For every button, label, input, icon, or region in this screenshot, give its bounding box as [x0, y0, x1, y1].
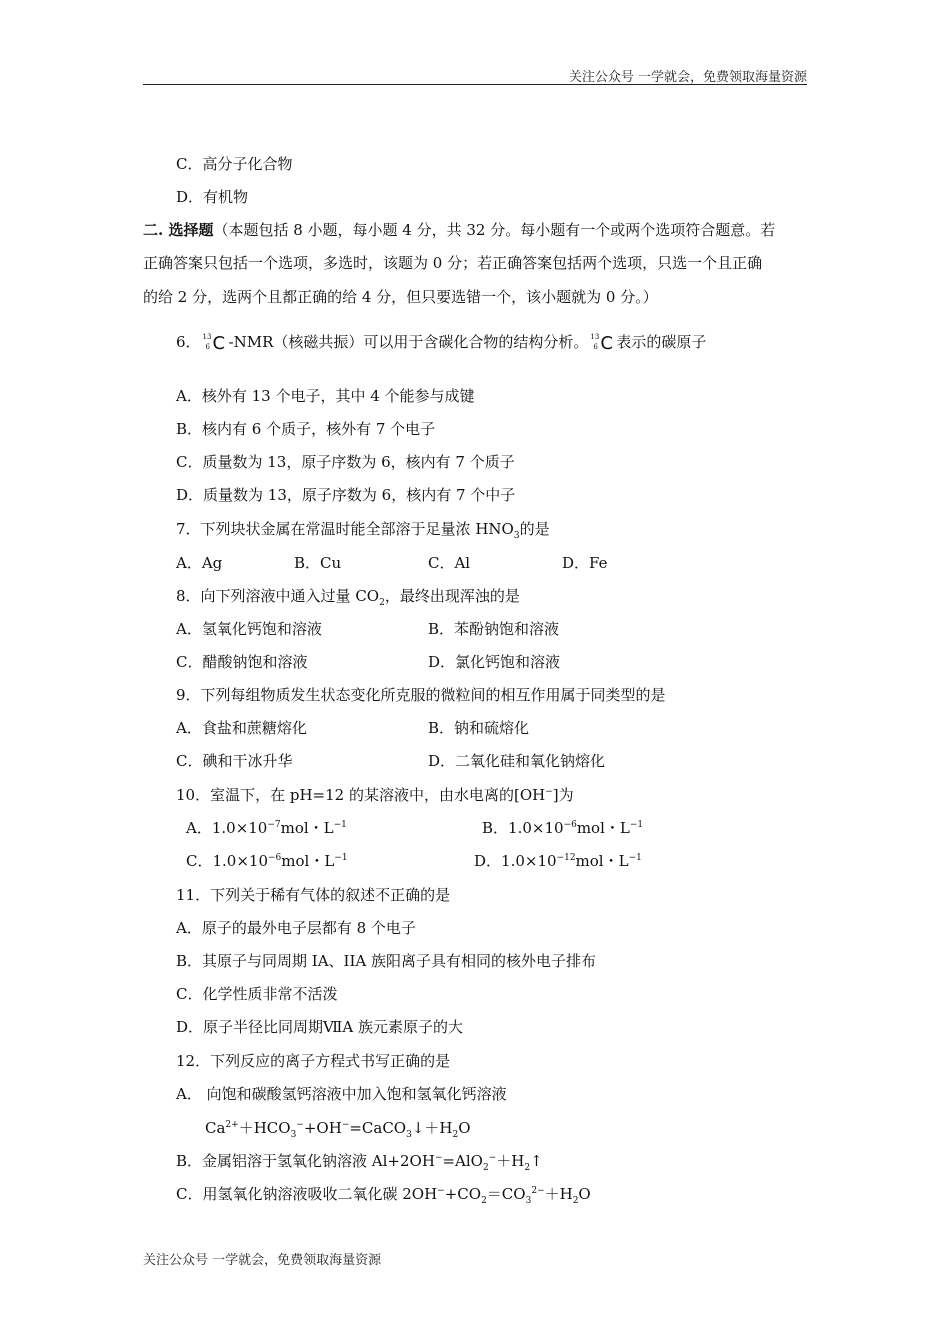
- question-8-option-d: D．氯化钙饱和溶液: [428, 653, 561, 671]
- prev-option-c: C．高分子化合物: [176, 155, 293, 173]
- question-10-stem: 10．室温下，在 pH=12 的某溶液中，由水电离的[OH−]为: [176, 786, 574, 804]
- question-11-option-b: B．其原子与同周期 IA、IIA 族阳离子具有相同的核外电子排布: [176, 952, 597, 970]
- question-8-option-c: C．醋酸钠饱和溶液: [176, 653, 308, 671]
- question-11-option-c: C．化学性质非常不活泼: [176, 985, 338, 1003]
- question-6-option-a: A．核外有 13 个电子，其中 4 个能参与成键: [176, 387, 475, 405]
- section2-intro-text: （本题包括 8 小题，每小题 4 分，共 32 分。每小题有一个或两个选项符合题意。若: [213, 221, 776, 239]
- question-9-stem: 9．下列每组物质发生状态变化所克服的微粒间的相互作用属于同类型的是: [176, 686, 666, 704]
- section2-intro-line2: 正确答案只包括一个选项，多选时，该题为 0 分；若正确答案包括两个选项，只选一个且正确: [143, 254, 763, 272]
- section2-intro-line3: 的给 2 分，选两个且都正确的给 4 分，但只要选错一个，该小题就为 0 分。）: [143, 288, 658, 306]
- question-12-stem: 12．下列反应的离子方程式书写正确的是: [176, 1052, 451, 1070]
- section2-intro-line1: [143, 220, 775, 240]
- page-header: 关注公众号 一学就会，免费领取海量资源: [568, 70, 807, 85]
- question-8-option-a: A．氢氧化钙饱和溶液: [176, 620, 322, 638]
- question-10-option-b: B．$1.0\times 10^{-6}mol$・$L^{-1}$: [482, 819, 644, 837]
- question-10-option-c: C．$1.0\times 10^{-6}mol$・$L^{-1}$: [186, 852, 348, 870]
- question-8-stem: 8．向下列溶液中通入过量 $CO_2$，最终出现浑浊的是: [176, 587, 520, 608]
- question-7-option-d: D．Fe: [562, 554, 608, 572]
- question-7-stem: 7．下列块状金属在常温时能全部溶于足量浓 $HNO_3$的是: [176, 520, 550, 541]
- nuclide-symbol: 13 6 C: [202, 333, 226, 354]
- question-9-option-d: D．二氧化硅和氧化钠熔化: [428, 752, 606, 770]
- question-12-option-c: C．用氢氧化钠溶液吸收二氧化碳 $2OH^-+CO_2=CO_3^{2-}+H_2O$: [176, 1185, 591, 1206]
- header-rule: [143, 84, 807, 85]
- page-footer: 关注公众号 一学就会，免费领取海量资源: [143, 1253, 382, 1268]
- question-6-stem: 6． 13 6 C -NMR（核磁共振）可以用于含碳化合物的结构分析。 13 6 C 表示的碳原子: [176, 333, 707, 354]
- prev-option-d: D．有机物: [176, 188, 249, 206]
- question-6-option-d: D．质量数为 13，原子序数为 6，核内有 7 个中子: [176, 486, 516, 504]
- question-9-option-b: B．钠和硫熔化: [428, 719, 530, 737]
- question-7-option-b: B．Cu: [294, 554, 342, 572]
- question-6-option-b: B．核内有 6 个质子，核外有 7 个电子: [176, 420, 436, 438]
- question-12-option-a-equation: $Ca^{2+}+HCO_3^-+OH^-=CaCO_3↓+H_2O$: [205, 1119, 471, 1140]
- question-10-option-d: D．$1.0\times 10^{-12}mol$・$L^{-1}$: [474, 852, 642, 870]
- question-12-option-a: A． 向饱和碳酸氢钙溶液中加入饱和氢氧化钙溶液: [176, 1085, 507, 1103]
- question-6-option-c: C．质量数为 13，原子序数为 6，核内有 7 个质子: [176, 453, 515, 471]
- question-7-option-c: C．Al: [428, 554, 471, 572]
- section2-heading: 二. 选择题: [143, 221, 214, 239]
- question-12-option-b: B．金属铝溶于氢氧化钠溶液 $Al+2OH^-=AlO_2^-+H_2↑$: [176, 1152, 543, 1173]
- question-11-option-a: A．原子的最外电子层都有 8 个电子: [176, 919, 416, 937]
- nuclide-symbol: 13 6 C: [590, 333, 613, 354]
- question-9-option-a: A．食盐和蔗糖熔化: [176, 719, 307, 737]
- question-9-option-c: C．碘和干冰升华: [176, 752, 293, 770]
- question-11-stem: 11．下列关于稀有气体的叙述不正确的是: [176, 886, 451, 904]
- question-10-option-a: A．$1.0\times 10^{-7}mol$・$L^{-1}$: [186, 819, 347, 837]
- question-7-option-a: A．Ag: [176, 554, 223, 572]
- question-11-option-d: D．原子半径比同周期ⅦA 族元素原子的大: [176, 1018, 463, 1036]
- question-number: 6．: [176, 333, 201, 351]
- question-8-option-b: B．苯酚钠饱和溶液: [428, 620, 560, 638]
